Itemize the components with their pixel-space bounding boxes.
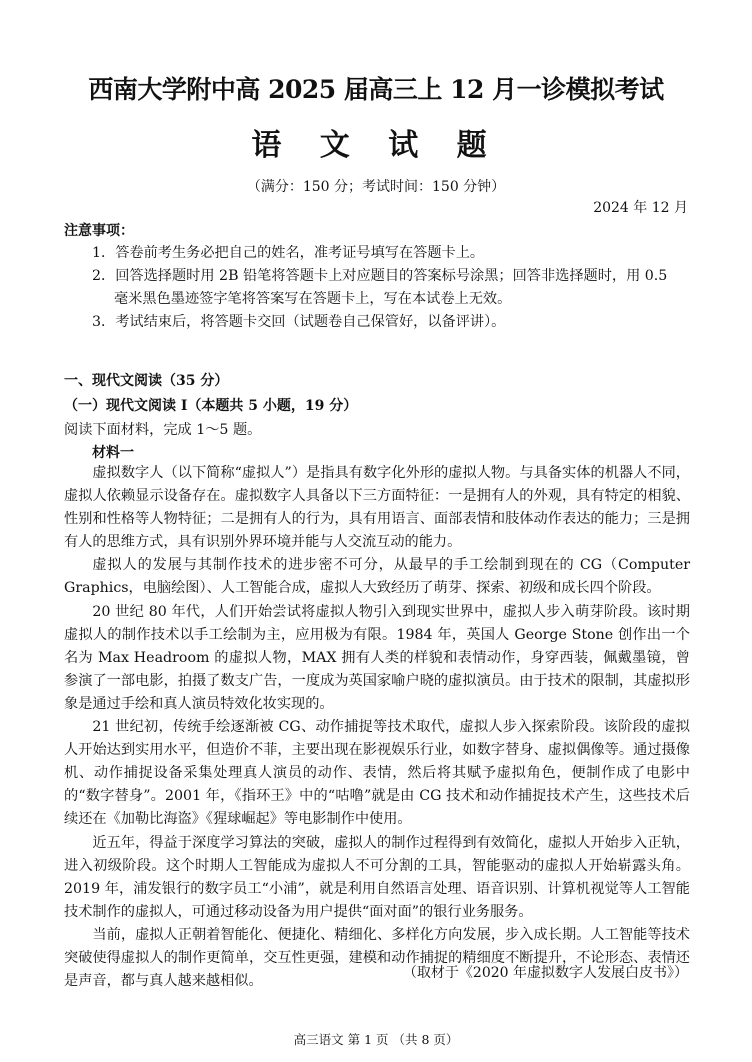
exam-title: 西南大学附中高 2025 届高三上 12 月一诊模拟考试 (88, 75, 664, 104)
instruction-text: 阅读下面材料，完成 1～5 题。 (64, 422, 262, 438)
page-footer: 高三语文 第 1 页 （共 8 页） (293, 1032, 459, 1047)
exam-info: （满分：150 分；考试时间：150 分钟） (246, 179, 506, 195)
section-subheading: （一）现代文阅读 I（本题共 5 小题，19 分） (64, 398, 358, 414)
note-item-1: 1．答卷前考生务必把自己的姓名，准考证号填写在答题卡上。 (92, 245, 485, 261)
subject-title: 语 文 试 题 (251, 128, 501, 163)
paragraph-4: 21 世纪初，传统手绘逐渐被 CG、动作捕捉等技术取代，虚拟人步入探索阶段。该阶段的虚拟人开始达到实用水平，但造价不菲，主要出现在影视娱乐行业，如数字替身、虚拟偶像等。通过摄像机、动作捕捉设备采集处理真人演员的动作、表情，然后将其赋予虚拟角色，便制作成了电影中的“数字替身”。2001 年，《指环王》中的“咕噜”就是由 CG 技术和动作捕捉技术产生，这些技术后续还在《加勒比海盗》《猩球崛起》等电影制作中使用。 (64, 719, 690, 828)
note-item-3: 3．考试结束后，将答题卡交回（试题卷自己保管好，以备评讲）。 (92, 314, 506, 330)
paragraph-5: 近五年，得益于深度学习算法的突破，虚拟人的制作过程得到有效简化，虚拟人开始步入正轨，进入初级阶段。这个时期人工智能成为虚拟人不可分割的工具，智能驱动的虚拟人开始崭露头角。2019 年，浦发银行的数字员工“小浦”，就是利用自然语言处理、语音识别、计算机视觉等人工智能技术制作的虚拟人，可通过移动设备为用户提供“面对面”的银行业务服务。 (64, 834, 690, 920)
reading-passage (64, 462, 690, 993)
source-citation: （取材于《2020 年虚拟数字人发展白皮书》） (402, 965, 688, 981)
notes-title: 注意事项： (64, 223, 134, 239)
paragraph-6: 当前，虚拟人正朝着智能化、便捷化、精细化、多样化方向发展，步入成长期。人工智能等技术突破使得虚拟人的制作更简单，交互性更强，建模和动作捕捉的精细度不断提升，不论形态、表情还是声音，都与真人越来越相似。 (64, 926, 690, 990)
material-label: 材料一 (92, 445, 134, 461)
notes-list (92, 242, 692, 334)
section-heading: 一、现代文阅读（35 分） (64, 373, 229, 389)
note-item-2-continued: 毫米黑色墨迹签字笔将答案写在答题卡上，写在本试卷上无效。 (114, 291, 512, 307)
exam-date: 2024 年 12 月 (593, 200, 688, 216)
paragraph-3: 20 世纪 80 年代，人们开始尝试将虚拟人物引入到现实世界中，虚拟人步入萌芽阶段。该时期虚拟人的制作技术以手工绘制为主，应用极为有限。1984 年，英国人 George Stone 创作出一个名为 Max Headroom 的虚拟人物，MAX 拥有人类的样貌和表情动作，身穿西装，佩戴墨镜，曾参演了一部电影，拍摄了数支广告，一度成为英国家喻户晓的虚拟演员。由于技术的限制，其虚拟形象是通过手绘和真人演员特效化妆实现的。 (64, 603, 690, 712)
paragraph-1: 虚拟数字人（以下简称“虚拟人”）是指具有数字化外形的虚拟人物。与具备实体的机器人不同，虚拟人依赖显示设备存在。虚拟数字人具备以下三方面特征：一是拥有人的外观，具有特定的相貌、性别和性格等人物特征；二是拥有人的行为，具有用语言、面部表情和肢体动作表达的能力；三是拥有人的思维方式，具有识别外界环境并能与人交流互动的能力。 (64, 465, 690, 551)
note-item-2: 2．回答选择题时用 2B 铅笔将答题卡上对应题目的答案标号涂黑；回答非选择题时，用 0.5 (92, 268, 668, 284)
paragraph-2: 虚拟人的发展与其制作技术的进步密不可分，从最早的手工绘制到现在的 CG（Computer Graphics，电脑绘图）、人工智能合成，虚拟人大致经历了萌芽、探索、初级和成长四个阶段。 (64, 557, 690, 597)
